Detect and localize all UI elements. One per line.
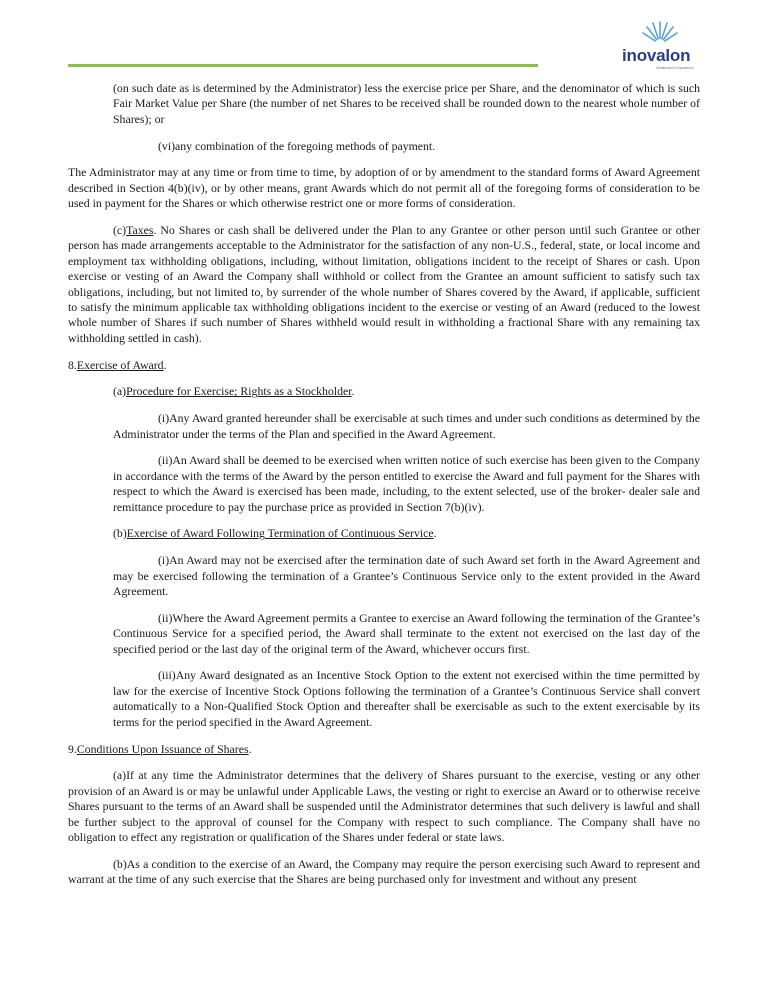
- section-8b-title: Exercise of Award Following Termination of Continuous Service: [126, 526, 434, 541]
- section-9b: (b)As a condition to the exercise of an Award, the Company may require the person exercising such Award to represent and warrant at the time of any such exercise that the Shares are being purchased only for investment and without any present: [68, 856, 700, 887]
- section-8b-period: .: [433, 526, 437, 541]
- section-8-period: .: [163, 357, 167, 372]
- section-8a-title: Procedure for Exercise; Rights as a Stockholder: [126, 384, 352, 399]
- header-rule: [68, 64, 538, 67]
- logo-tagline: Healthcare Empowered: [656, 66, 694, 70]
- document-body: [68, 81, 700, 899]
- section-8a-heading: [68, 384, 700, 399]
- section-9-period: .: [248, 741, 252, 756]
- section-9-heading: [68, 742, 700, 757]
- section-8-title: Exercise of Award: [76, 357, 164, 372]
- taxes-heading: Taxes: [126, 223, 154, 238]
- paragraph-administrator-consideration: The Administrator may at any time or from time to time, by adoption of or by amendment to the standard forms of Award Agreement described in Section 4(b)(iv), or by other means, grant Awards which do not permit all of the foregoing forms of consideration to be used in payment for the Shares or which otherwise restrict one or more forms of consideration.: [68, 165, 700, 211]
- section-8a-ii: (ii)An Award shall be deemed to be exercised when written notice of such exercise has been given to the Company in accordance with the terms of the Award by the person entitled to exercise the Award and full payment for the Shares with respect to which the Award is exercised has been made, including, to the extent selected, use of the broker- dealer sale and remittance procedure to pay the purchase price as provided in Section 7(b)(iv).: [113, 453, 700, 514]
- paragraph-fair-market-value: (on such date as is determined by the Administrator) less the exercise price per Share, and the denominator of which is such Fair Market Value per Share (the number of net Shares to be received shall be rounded down to the nearest whole number of Shares); or: [113, 81, 700, 126]
- section-9-number: 9.: [68, 741, 77, 756]
- section-8b-ii: (ii)Where the Award Agreement permits a Grantee to exercise an Award following the termination of the Grantee’s Continuous Service for a specified period, the Award shall terminate to the extent not exercised on the last day of the specified period or the last day of the original term of the Award, whichever occurs first.: [113, 610, 700, 656]
- section-8a-period: .: [351, 384, 355, 399]
- section-8b-number: (b): [113, 526, 127, 541]
- section-8b-i: (i)An Award may not be exercised after the termination date of such Award set forth in the Award Agreement and may be exercised following the termination of a Grantee’s Continuous Service only to the extent provided in the Award Agreement.: [113, 553, 700, 599]
- section-8-number: 8.: [68, 357, 77, 372]
- logo-wordmark: inovalon: [622, 46, 691, 65]
- paragraph-combination-payment: (vi)any combination of the foregoing methods of payment.: [158, 138, 436, 153]
- taxes-number: (c): [113, 223, 127, 238]
- section-8b-heading: [68, 526, 700, 541]
- section-8a-i: (i)Any Award granted hereunder shall be exercisable at such times and under such conditions as determined by the Administrator under the terms of the Plan and specified in the Award Agreement.: [113, 411, 700, 441]
- logo-burst-icon: [640, 18, 680, 48]
- section-8b-iii: (iii)Any Award designated as an Incentive Stock Option to the extent not exercised within the time permitted by law for the exercise of Incentive Stock Options following the termination of a Grantee’s Continuous Service shall convert automatically to a Non-Qualified Stock Option and thereafter shall be exercisable as such to the extent exercisable by its terms for the period specified in the Award Agreement.: [113, 668, 700, 729]
- section-8-heading: [68, 358, 700, 373]
- taxes-body: . No Shares or cash shall be delivered under the Plan to any Grantee or other person until such Grantee or other person has made arrangements acceptable to the Administrator for the satisfaction of any non-U.S., federal, state, or local income and employment tax withholding obligations, including, without limitation, obligations incident to the receipt of Shares or cash. Upon exercise or vesting of an Award the Company shall withhold or collect from the Grantee an amount sufficient to satisfy such tax obligations, including, but not limited to, by surrender of the whole number of Shares covered by the Award, if applicable, sufficient to satisfy the minimum applicable tax withholding obligations incident to the exercise or vesting of an Award (reduced to the lowest whole number of Shares if such number of Shares withheld would result in withholding a fractional Share with any remaining tax withholding settled in cash).: [68, 223, 700, 345]
- section-9a: (a)If at any time the Administrator determines that the delivery of Shares pursuant to the exercise, vesting or any other provision of an Award is or may be unlawful under Applicable Laws, the vesting or right to exercise an Award or to otherwise receive Shares pursuant to the terms of an Award shall be suspended until the Administrator determines that such delivery is lawful and shall be further subject to the approval of counsel for the Company with respect to such compliance. The Company shall have no obligation to effect any registration or qualification of the Shares under federal or state laws.: [68, 768, 700, 844]
- section-9-title: Conditions Upon Issuance of Shares: [76, 741, 249, 756]
- paragraph-taxes: [68, 223, 700, 346]
- section-8a-number: (a): [113, 384, 127, 399]
- company-logo: [612, 18, 712, 74]
